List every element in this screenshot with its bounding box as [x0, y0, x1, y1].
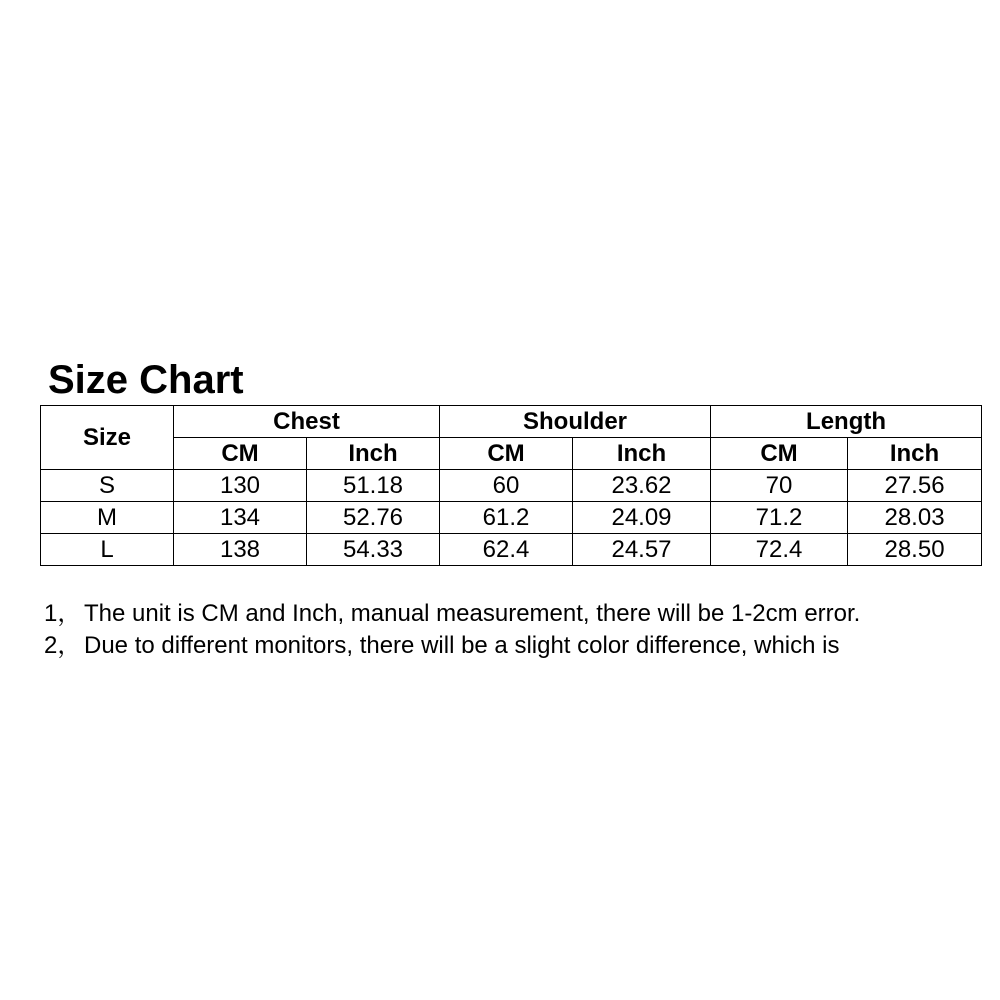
table-row [41, 534, 982, 566]
header-row-units [41, 438, 982, 470]
shoulder-cm-cell: 60 [440, 470, 573, 502]
shoulder-inch-cell: 23.62 [573, 470, 711, 502]
header-chest-cm: CM [174, 438, 307, 470]
table-row [41, 470, 982, 502]
size-cell: L [41, 534, 174, 566]
header-shoulder-inch: Inch [573, 438, 711, 470]
shoulder-inch-cell: 24.57 [573, 534, 711, 566]
header-shoulder: Shoulder [440, 406, 711, 438]
size-cell: S [41, 470, 174, 502]
length-cm-cell: 70 [711, 470, 848, 502]
note-text: Due to different monitors, there will be a slight color difference, which is [84, 632, 840, 659]
note-text: The unit is CM and Inch, manual measurement, there will be 1-2cm error. [84, 600, 861, 627]
table-row [41, 502, 982, 534]
notes [44, 598, 984, 662]
shoulder-cm-cell: 61.2 [440, 502, 573, 534]
chest-inch-cell: 52.76 [307, 502, 440, 534]
header-chest: Chest [174, 406, 440, 438]
header-length-cm: CM [711, 438, 848, 470]
chest-inch-cell: 51.18 [307, 470, 440, 502]
note-item [44, 630, 984, 662]
chest-cm-cell: 134 [174, 502, 307, 534]
length-cm-cell: 71.2 [711, 502, 848, 534]
length-cm-cell: 72.4 [711, 534, 848, 566]
page-title: Size Chart [48, 358, 244, 402]
length-inch-cell: 27.56 [848, 470, 982, 502]
shoulder-inch-cell: 24.09 [573, 502, 711, 534]
note-number: 1， [44, 600, 82, 627]
chest-cm-cell: 130 [174, 470, 307, 502]
note-number: 2， [44, 632, 82, 659]
header-length: Length [711, 406, 982, 438]
header-row-groups [41, 406, 982, 438]
shoulder-cm-cell: 62.4 [440, 534, 573, 566]
length-inch-cell: 28.03 [848, 502, 982, 534]
chest-inch-cell: 54.33 [307, 534, 440, 566]
length-inch-cell: 28.50 [848, 534, 982, 566]
header-chest-inch: Inch [307, 438, 440, 470]
size-chart-table [40, 405, 982, 566]
size-cell: M [41, 502, 174, 534]
chest-cm-cell: 138 [174, 534, 307, 566]
note-item [44, 598, 984, 630]
header-size: Size [41, 406, 174, 470]
header-length-inch: Inch [848, 438, 982, 470]
header-shoulder-cm: CM [440, 438, 573, 470]
